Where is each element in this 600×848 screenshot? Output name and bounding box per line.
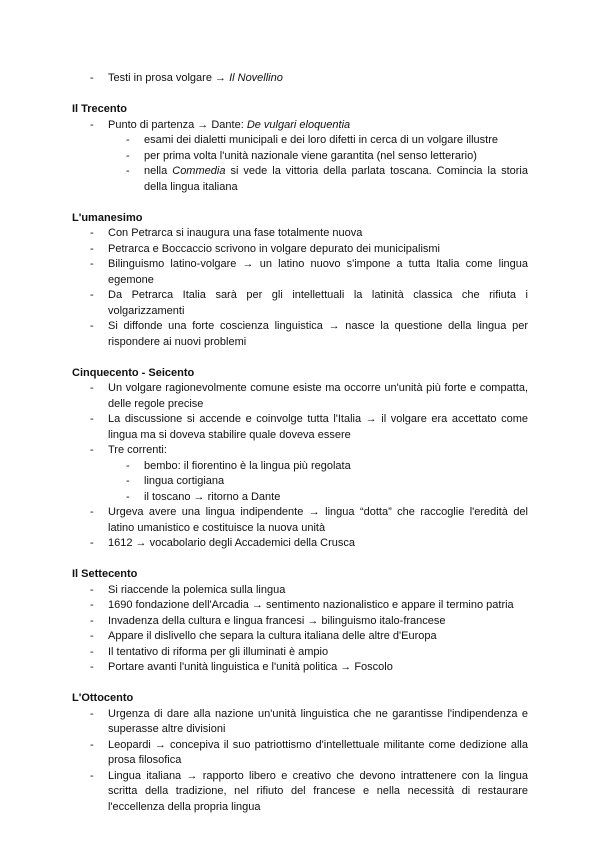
list-item xyxy=(72,443,528,459)
item-text: Tre correnti: xyxy=(108,444,167,456)
list-item xyxy=(72,381,528,412)
bullet-list xyxy=(72,707,528,816)
bullet-dash: - xyxy=(90,537,94,549)
bullet-dash: - xyxy=(126,459,130,472)
bullet-dash: - xyxy=(90,289,94,301)
document-section xyxy=(72,691,528,815)
bullet-dash: - xyxy=(90,599,94,611)
section-heading: L'Ottocento xyxy=(72,692,134,704)
list-item xyxy=(72,319,528,350)
list-item xyxy=(72,257,528,288)
item-text: Invadenza della cultura e lingua francesi → bilinguismo italo-francese xyxy=(108,614,446,627)
list-item xyxy=(72,149,528,165)
item-text: Urgeva avere una lingua indipendente → lingua “dotta” che raccoglie l'eredità del latino umanistico e costituisce la nuova unità xyxy=(108,506,528,534)
list-item xyxy=(72,505,528,536)
item-text: lingua cortigiana xyxy=(144,475,225,487)
bullet-dash: - xyxy=(90,118,94,131)
item-text: Si diffonde una forte coscienza linguistica → nasce la questione della lingua per rispondere ai nuovi problemi xyxy=(108,320,528,348)
list-item xyxy=(72,71,528,87)
document-section xyxy=(72,366,528,552)
item-text: Urgenza di dare alla nazione un'unità linguistica che ne garantisse l'indipendenza e superasse altre divisioni xyxy=(108,707,528,735)
list-item xyxy=(72,118,528,134)
list-item xyxy=(72,490,528,506)
bullet-dash: - xyxy=(90,707,94,720)
document-section xyxy=(72,71,528,87)
list-item xyxy=(72,226,528,242)
item-text: Bilinguismo latino-volgare → un latino nuovo s'impone a tutta Italia come lingua egemone xyxy=(108,258,528,286)
bullet-dash: - xyxy=(90,645,94,658)
bullet-dash: - xyxy=(90,227,94,239)
bullet-dash: - xyxy=(126,475,130,487)
document-section xyxy=(72,102,528,195)
section-heading: Cinquecento - Seicento xyxy=(72,366,195,379)
bullet-dash: - xyxy=(90,506,94,518)
bullet-dash: - xyxy=(90,258,94,270)
item-text: Si riaccende la polemica sulla lingua xyxy=(108,583,286,596)
item-text: Appare il dislivello che separa la cultura italiana delle altre d'Europa xyxy=(108,630,437,642)
item-text: Testi in prosa volgare → xyxy=(108,72,230,84)
bullet-list xyxy=(72,381,528,552)
bullet-dash: - xyxy=(90,413,94,425)
italic-title: Commedia xyxy=(172,165,226,177)
italic-title: Il Novellino xyxy=(229,72,283,84)
list-item xyxy=(72,707,528,738)
bullet-dash: - xyxy=(90,738,94,751)
bullet-dash: - xyxy=(126,165,130,177)
item-text: Lingua italiana → rapporto libero e creativo che devono intrattenere con la lingua scritta della tradizione, nel rifiuto del francese e nella necessità di restaurare l'eccellenza della propria lingua xyxy=(108,769,528,813)
bullet-dash: - xyxy=(90,630,94,642)
list-item xyxy=(72,288,528,319)
bullet-dash: - xyxy=(90,444,94,456)
bullet-dash: - xyxy=(126,149,130,162)
bullet-dash: - xyxy=(90,382,94,394)
list-item xyxy=(72,536,528,552)
item-text: Portare avanti l'unità linguistica e l'unità politica → Foscolo xyxy=(108,661,393,673)
list-item xyxy=(72,738,528,769)
list-item xyxy=(72,598,528,614)
list-item xyxy=(72,412,528,443)
list-item xyxy=(72,769,528,816)
section-heading: L'umanesimo xyxy=(72,211,143,224)
item-text: Il tentativo di riforma per gli illuminati è ampio xyxy=(108,645,329,658)
item-text: nella xyxy=(144,165,173,177)
bullet-dash: - xyxy=(90,769,94,782)
item-text: bembo: il fiorentino è la lingua più regolata xyxy=(144,459,351,472)
list-item xyxy=(72,645,528,661)
list-item xyxy=(72,629,528,645)
item-text: Petrarca e Boccaccio scrivono in volgare depurato dei municipalismi xyxy=(108,242,440,255)
bullet-dash: - xyxy=(126,490,130,503)
item-text: esami dei dialetti municipali e dei loro difetti in cerca di un volgare illustre xyxy=(144,134,499,146)
bullet-dash: - xyxy=(90,72,94,84)
list-item xyxy=(72,459,528,475)
item-text: per prima volta l'unità nazionale viene garantita (nel senso letterario) xyxy=(144,149,477,162)
item-text: La discussione si accende e coinvolge tutta l'Italia → il volgare era accettato come lingua ma si doveva stabilire quale doveva essere xyxy=(108,413,528,441)
item-text: 1612 → vocabolario degli Accademici della Crusca xyxy=(108,537,356,549)
list-item xyxy=(72,583,528,599)
list-item xyxy=(72,614,528,630)
list-item xyxy=(72,133,528,149)
bullet-list xyxy=(72,226,528,350)
bullet-list xyxy=(72,118,528,196)
item-text: il toscano → ritorno a Dante xyxy=(144,490,281,503)
italic-title: De vulgari eloquentia xyxy=(246,118,351,131)
item-text: si vede la vittoria della parlata toscana. Comincia la storia della lingua italiana xyxy=(144,165,528,193)
item-text: Da Petrarca Italia sarà per gli intellettuali la latinità classica che rifiuta i volgarizzamenti xyxy=(108,289,528,317)
item-text: 1690 fondazione dell'Arcadia → sentimento nazionalistico e appare il termino patria xyxy=(108,599,514,611)
bullet-dash: - xyxy=(90,661,94,673)
document-section xyxy=(72,211,528,351)
section-heading: Il Settecento xyxy=(72,568,138,580)
bullet-dash: - xyxy=(90,614,94,627)
list-item xyxy=(72,164,528,195)
bullet-dash: - xyxy=(90,242,94,255)
section-heading: Il Trecento xyxy=(72,103,128,115)
list-item xyxy=(72,660,528,676)
bullet-dash: - xyxy=(126,134,130,146)
bullet-dash: - xyxy=(90,583,94,596)
item-text: Leopardi → concepiva il suo patriottismo d'intellettuale militante come dedizione alla prosa filosofica xyxy=(108,738,528,766)
list-item xyxy=(72,242,528,258)
bullet-dash: - xyxy=(90,320,94,332)
bullet-list xyxy=(72,71,528,87)
document-section xyxy=(72,567,528,676)
item-text: Punto di partenza → Dante: xyxy=(108,118,247,131)
list-item xyxy=(72,474,528,490)
item-text: Un volgare ragionevolmente comune esiste ma occorre un'unità più forte e compatta, delle regole precise xyxy=(108,382,528,410)
bullet-list xyxy=(72,583,528,676)
item-text: Con Petrarca si inaugura una fase totalmente nuova xyxy=(108,227,363,239)
